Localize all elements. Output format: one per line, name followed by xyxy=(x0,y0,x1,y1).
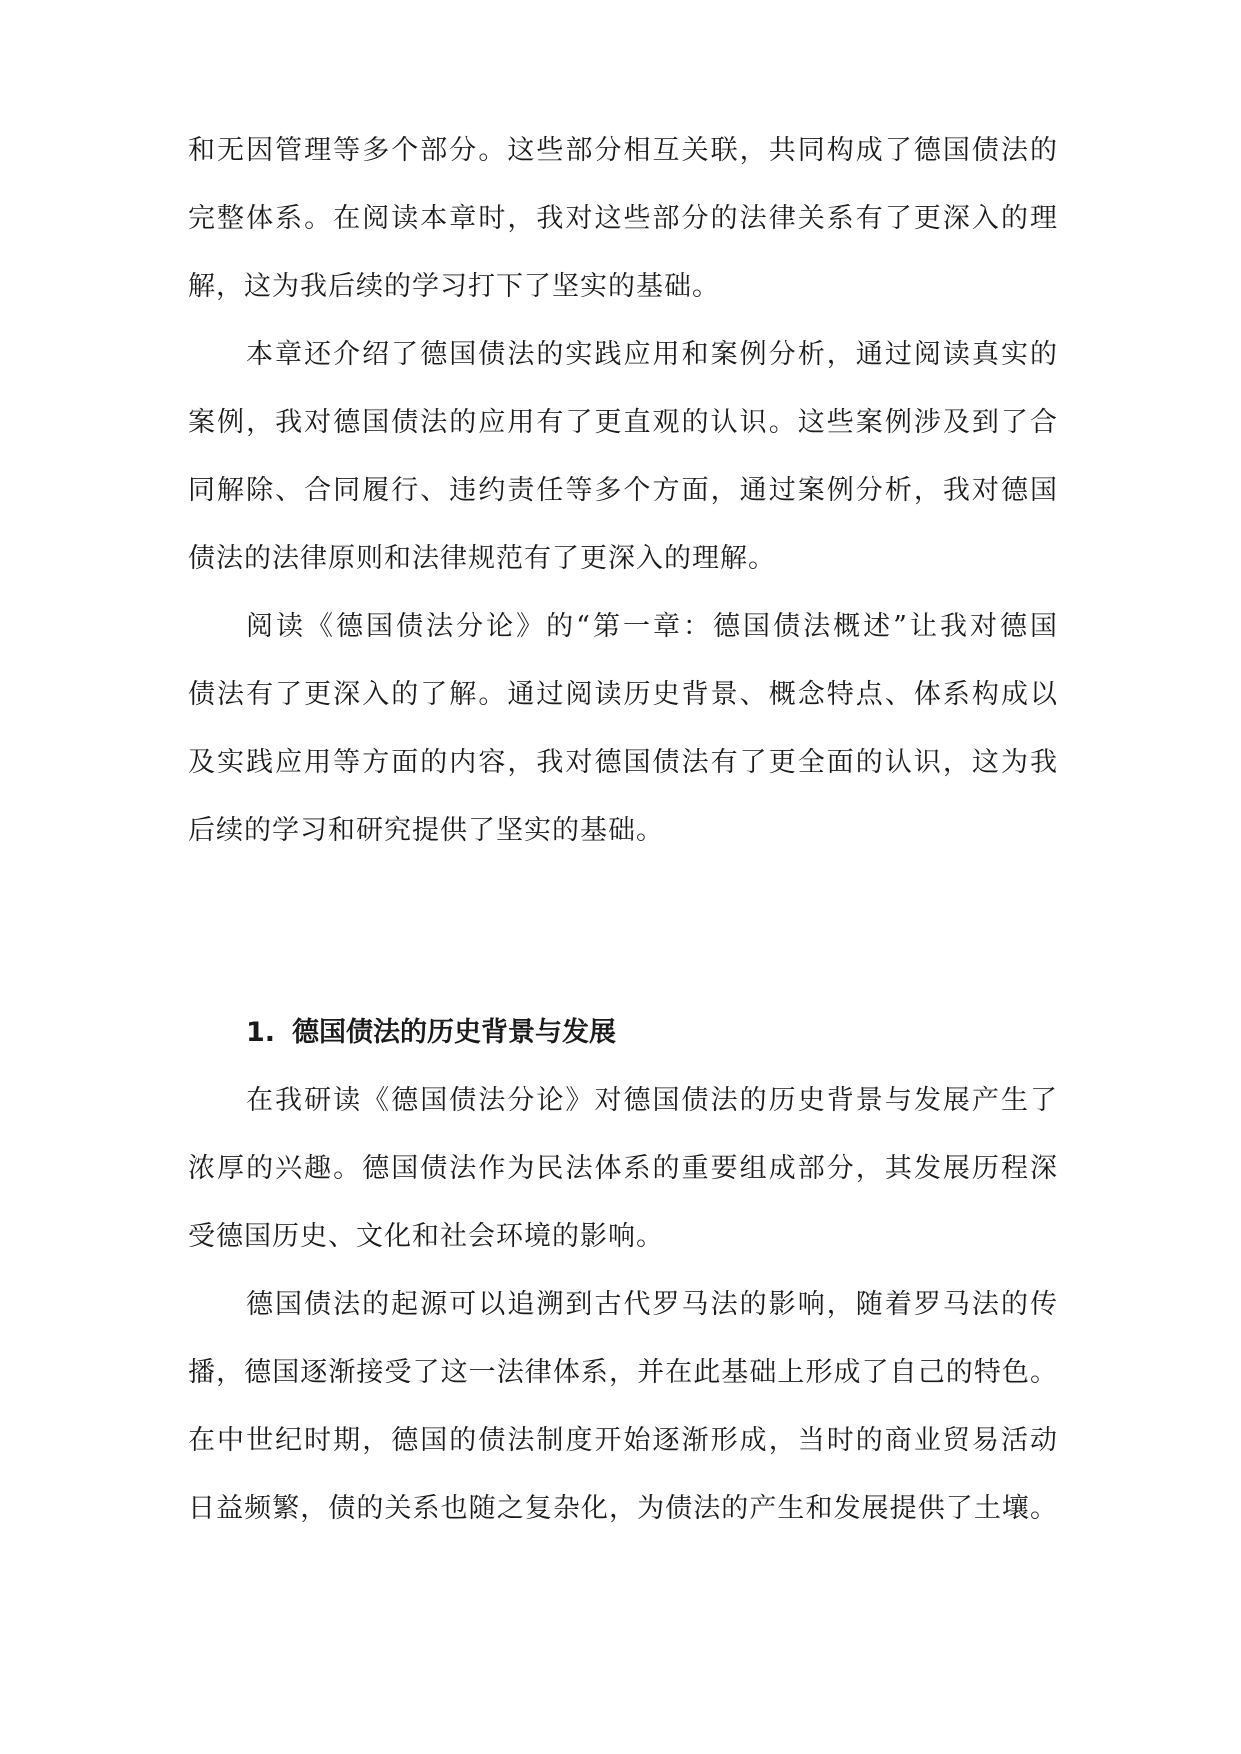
paragraph-line: 德国债法的起源可以追溯到古代罗马法的影响，随着罗马法的传 xyxy=(246,1289,1058,1320)
paragraph-line: 及实践应用等方面的内容，我对德国债法有了更全面的认识，这为我 xyxy=(188,747,1058,778)
paragraph-line: 债法的法律原则和法律规范有了更深入的理解。 xyxy=(188,543,776,574)
paragraph-line: 和无因管理等多个部分。这些部分相互关联，共同构成了德国债法的 xyxy=(188,135,1058,166)
paragraph-line: 日益频繁，债的关系也随之复杂化，为债法的产生和发展提供了土壤。 xyxy=(188,1493,1058,1524)
paragraph-line: 受德国历史、文化和社会环境的影响。 xyxy=(188,1221,664,1252)
paragraph-line: 完整体系。在阅读本章时，我对这些部分的法律关系有了更深入的理 xyxy=(188,203,1058,234)
paragraph-line: 解，这为我后续的学习打下了坚实的基础。 xyxy=(188,271,720,302)
paragraph-line: 案例，我对德国债法的应用有了更直观的认识。这些案例涉及到了合 xyxy=(188,407,1058,438)
paragraph-line: 同解除、合同履行、违约责任等多个方面，通过案例分析，我对德国 xyxy=(188,475,1058,506)
paragraph-line: 在中世纪时期，德国的债法制度开始逐渐形成，当时的商业贸易活动 xyxy=(188,1425,1058,1456)
paragraph-line: 债法有了更深入的了解。通过阅读历史背景、概念特点、体系构成以 xyxy=(188,679,1058,710)
section-heading xyxy=(246,1013,616,1053)
paragraph-line: 阅读《德国债法分论》的“第一章：德国债法概述”让我对德国 xyxy=(246,611,1058,642)
paragraph-line: 后续的学习和研究提供了坚实的基础。 xyxy=(188,815,664,846)
paragraph-line: 播，德国逐渐接受了这一法律体系，并在此基础上形成了自己的特色。 xyxy=(188,1357,1058,1388)
section-title: 德国债法的历史背景与发展 xyxy=(292,1017,616,1048)
paragraph-line: 浓厚的兴趣。德国债法作为民法体系的重要组成部分，其发展历程深 xyxy=(188,1153,1058,1184)
section-number: 1. xyxy=(246,1017,276,1048)
paragraph-line: 在我研读《德国债法分论》对德国债法的历史背景与发展产生了 xyxy=(246,1085,1058,1116)
paragraph-line: 本章还介绍了德国债法的实践应用和案例分析，通过阅读真实的 xyxy=(246,339,1058,370)
